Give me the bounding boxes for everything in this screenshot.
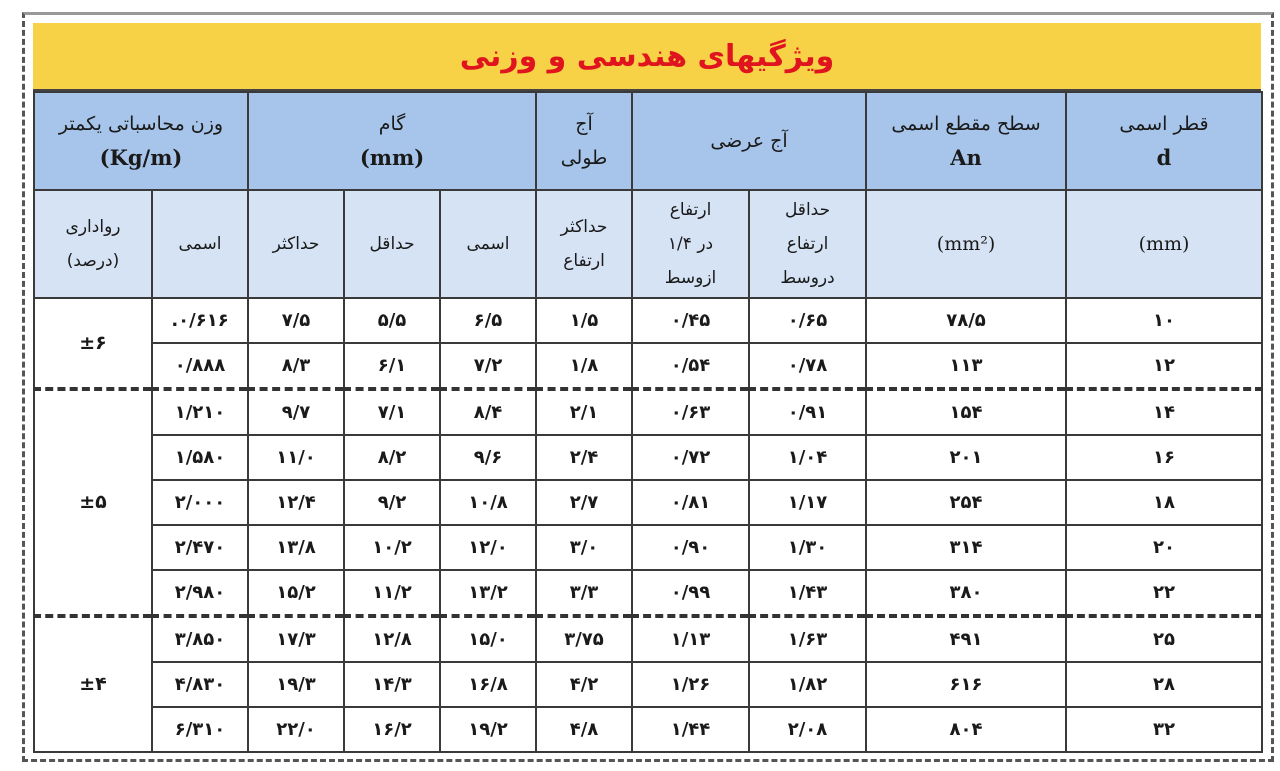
table-row [34,707,1262,752]
subheader-pitch-min: حداقل [344,190,440,298]
subheader-weight-nominal: اسمی [152,190,248,298]
subheader-max-height: حداکثر ارتفاع [536,190,632,298]
cell-pitch-nominal: ۱۲/۰ [440,525,536,570]
cell-max-height: ۲/۴ [536,435,632,480]
header-diameter: قطر اسمی d [1066,92,1262,190]
cell-weight: ۶/۳۱۰ [152,707,248,752]
cell-pitch-nominal: ۹/۶ [440,435,536,480]
cell-min-mid-height: ۰/۹۱ [749,389,866,435]
cell-pitch-max: ۱۳/۸ [248,525,344,570]
cell-pitch-max: ۱۵/۲ [248,570,344,616]
cell-tolerance: ±۴ [34,616,152,752]
cell-area: ۶۱۶ [866,662,1066,707]
cell-pitch-nominal: ۱۵/۰ [440,616,536,662]
cell-max-height: ۱/۵ [536,298,632,343]
table-row [34,480,1262,525]
cell-pitch-nominal: ۱۶/۸ [440,662,536,707]
cell-diameter: ۲۵ [1066,616,1262,662]
cell-weight: ۰/۶۱۶. [152,298,248,343]
cell-pitch-max: ۱۱/۰ [248,435,344,480]
cell-pitch-min: ۸/۲ [344,435,440,480]
cell-min-mid-height: ۲/۰۸ [749,707,866,752]
cell-diameter: ۲۲ [1066,570,1262,616]
subheader-min-mid-height: حداقل ارتفاع دروسط [749,190,866,298]
table-row [34,662,1262,707]
cell-area: ۱۱۳ [866,343,1066,389]
cell-max-height: ۲/۱ [536,389,632,435]
cell-pitch-min: ۱۶/۲ [344,707,440,752]
cell-height-quarter: ۱/۱۳ [632,616,749,662]
cell-height-quarter: ۰/۸۱ [632,480,749,525]
header-area: سطح مقطع اسمی An [866,92,1066,190]
cell-height-quarter: ۰/۵۴ [632,343,749,389]
cell-height-quarter: ۰/۴۵ [632,298,749,343]
cell-min-mid-height: ۰/۶۵ [749,298,866,343]
cell-pitch-nominal: ۱۳/۲ [440,570,536,616]
cell-pitch-min: ۱۲/۸ [344,616,440,662]
subheader-pitch-nominal: اسمی [440,190,536,298]
cell-diameter: ۳۲ [1066,707,1262,752]
cell-min-mid-height: ۱/۸۲ [749,662,866,707]
table-row [34,343,1262,389]
cell-pitch-min: ۷/۱ [344,389,440,435]
table-row [34,298,1262,343]
cell-pitch-nominal: ۱۹/۲ [440,707,536,752]
cell-pitch-min: ۱۴/۳ [344,662,440,707]
cell-weight: ۱/۲۱۰ [152,389,248,435]
cell-min-mid-height: ۰/۷۸ [749,343,866,389]
cell-area: ۴۹۱ [866,616,1066,662]
subheader-height-quarter: ارتفاع در ۱/۴ ازوسط [632,190,749,298]
cell-pitch-min: ۵/۵ [344,298,440,343]
cell-diameter: ۱۶ [1066,435,1262,480]
cell-pitch-min: ۱۰/۲ [344,525,440,570]
cell-area: ۲۵۴ [866,480,1066,525]
cell-pitch-min: ۹/۲ [344,480,440,525]
cell-weight: ۲/۹۸۰ [152,570,248,616]
cell-tolerance: ±۵ [34,389,152,616]
cell-area: ۸۰۴ [866,707,1066,752]
cell-diameter: ۱۸ [1066,480,1262,525]
table-row [34,525,1262,570]
subheader-pitch-max: حداکثر [248,190,344,298]
cell-diameter: ۲۰ [1066,525,1262,570]
subheader-area-unit: (mm²) [866,190,1066,298]
cell-pitch-max: ۹/۷ [248,389,344,435]
cell-pitch-max: ۱۲/۴ [248,480,344,525]
cell-area: ۳۱۴ [866,525,1066,570]
cell-max-height: ۴/۸ [536,707,632,752]
cell-max-height: ۳/۳ [536,570,632,616]
cell-pitch-max: ۱۷/۳ [248,616,344,662]
cell-height-quarter: ۱/۲۶ [632,662,749,707]
subheader-tolerance: رواداری (درصد) [34,190,152,298]
cell-area: ۲۰۱ [866,435,1066,480]
cell-pitch-nominal: ۱۰/۸ [440,480,536,525]
cell-pitch-max: ۸/۳ [248,343,344,389]
table-row [34,570,1262,616]
cell-tolerance: ±۶ [34,298,152,389]
cell-weight: ۲/۰۰۰ [152,480,248,525]
page-title: ویژگیهای هندسی و وزنی [33,23,1261,91]
cell-min-mid-height: ۱/۰۴ [749,435,866,480]
header-pitch: گام (mm) [248,92,536,190]
cell-diameter: ۲۸ [1066,662,1262,707]
cell-diameter: ۱۲ [1066,343,1262,389]
cell-min-mid-height: ۱/۳۰ [749,525,866,570]
cell-weight: ۴/۸۳۰ [152,662,248,707]
cell-weight: ۱/۵۸۰ [152,435,248,480]
header-weight: وزن محاسباتی یکمتر (Kg/m) [34,92,248,190]
cell-pitch-nominal: ۶/۵ [440,298,536,343]
cell-height-quarter: ۰/۷۲ [632,435,749,480]
subheader-diameter-unit: (mm) [1066,190,1262,298]
table-body [34,298,1262,752]
header-longitudinal-rib: آج طولی [536,92,632,190]
table-row [34,435,1262,480]
cell-height-quarter: ۰/۹۰ [632,525,749,570]
cell-max-height: ۳/۷۵ [536,616,632,662]
cell-diameter: ۱۴ [1066,389,1262,435]
cell-area: ۷۸/۵ [866,298,1066,343]
cell-max-height: ۴/۲ [536,662,632,707]
cell-height-quarter: ۰/۹۹ [632,570,749,616]
cell-pitch-max: ۷/۵ [248,298,344,343]
cell-max-height: ۳/۰ [536,525,632,570]
cell-max-height: ۱/۸ [536,343,632,389]
cell-pitch-max: ۲۲/۰ [248,707,344,752]
cell-height-quarter: ۰/۶۳ [632,389,749,435]
cell-weight: ۳/۸۵۰ [152,616,248,662]
cell-min-mid-height: ۱/۱۷ [749,480,866,525]
table-row [34,616,1262,662]
cell-max-height: ۲/۷ [536,480,632,525]
cell-area: ۱۵۴ [866,389,1066,435]
cell-area: ۳۸۰ [866,570,1066,616]
cell-weight: ۰/۸۸۸ [152,343,248,389]
cell-height-quarter: ۱/۴۴ [632,707,749,752]
cell-min-mid-height: ۱/۶۳ [749,616,866,662]
cell-diameter: ۱۰ [1066,298,1262,343]
cell-pitch-nominal: ۸/۴ [440,389,536,435]
specs-table [33,91,1263,753]
table-row [34,389,1262,435]
header-transverse-rib: آج عرضی [632,92,866,190]
cell-pitch-min: ۶/۱ [344,343,440,389]
cell-pitch-min: ۱۱/۲ [344,570,440,616]
cell-min-mid-height: ۱/۴۳ [749,570,866,616]
cell-pitch-nominal: ۷/۲ [440,343,536,389]
cell-weight: ۲/۴۷۰ [152,525,248,570]
cell-pitch-max: ۱۹/۳ [248,662,344,707]
document-frame [22,12,1274,762]
